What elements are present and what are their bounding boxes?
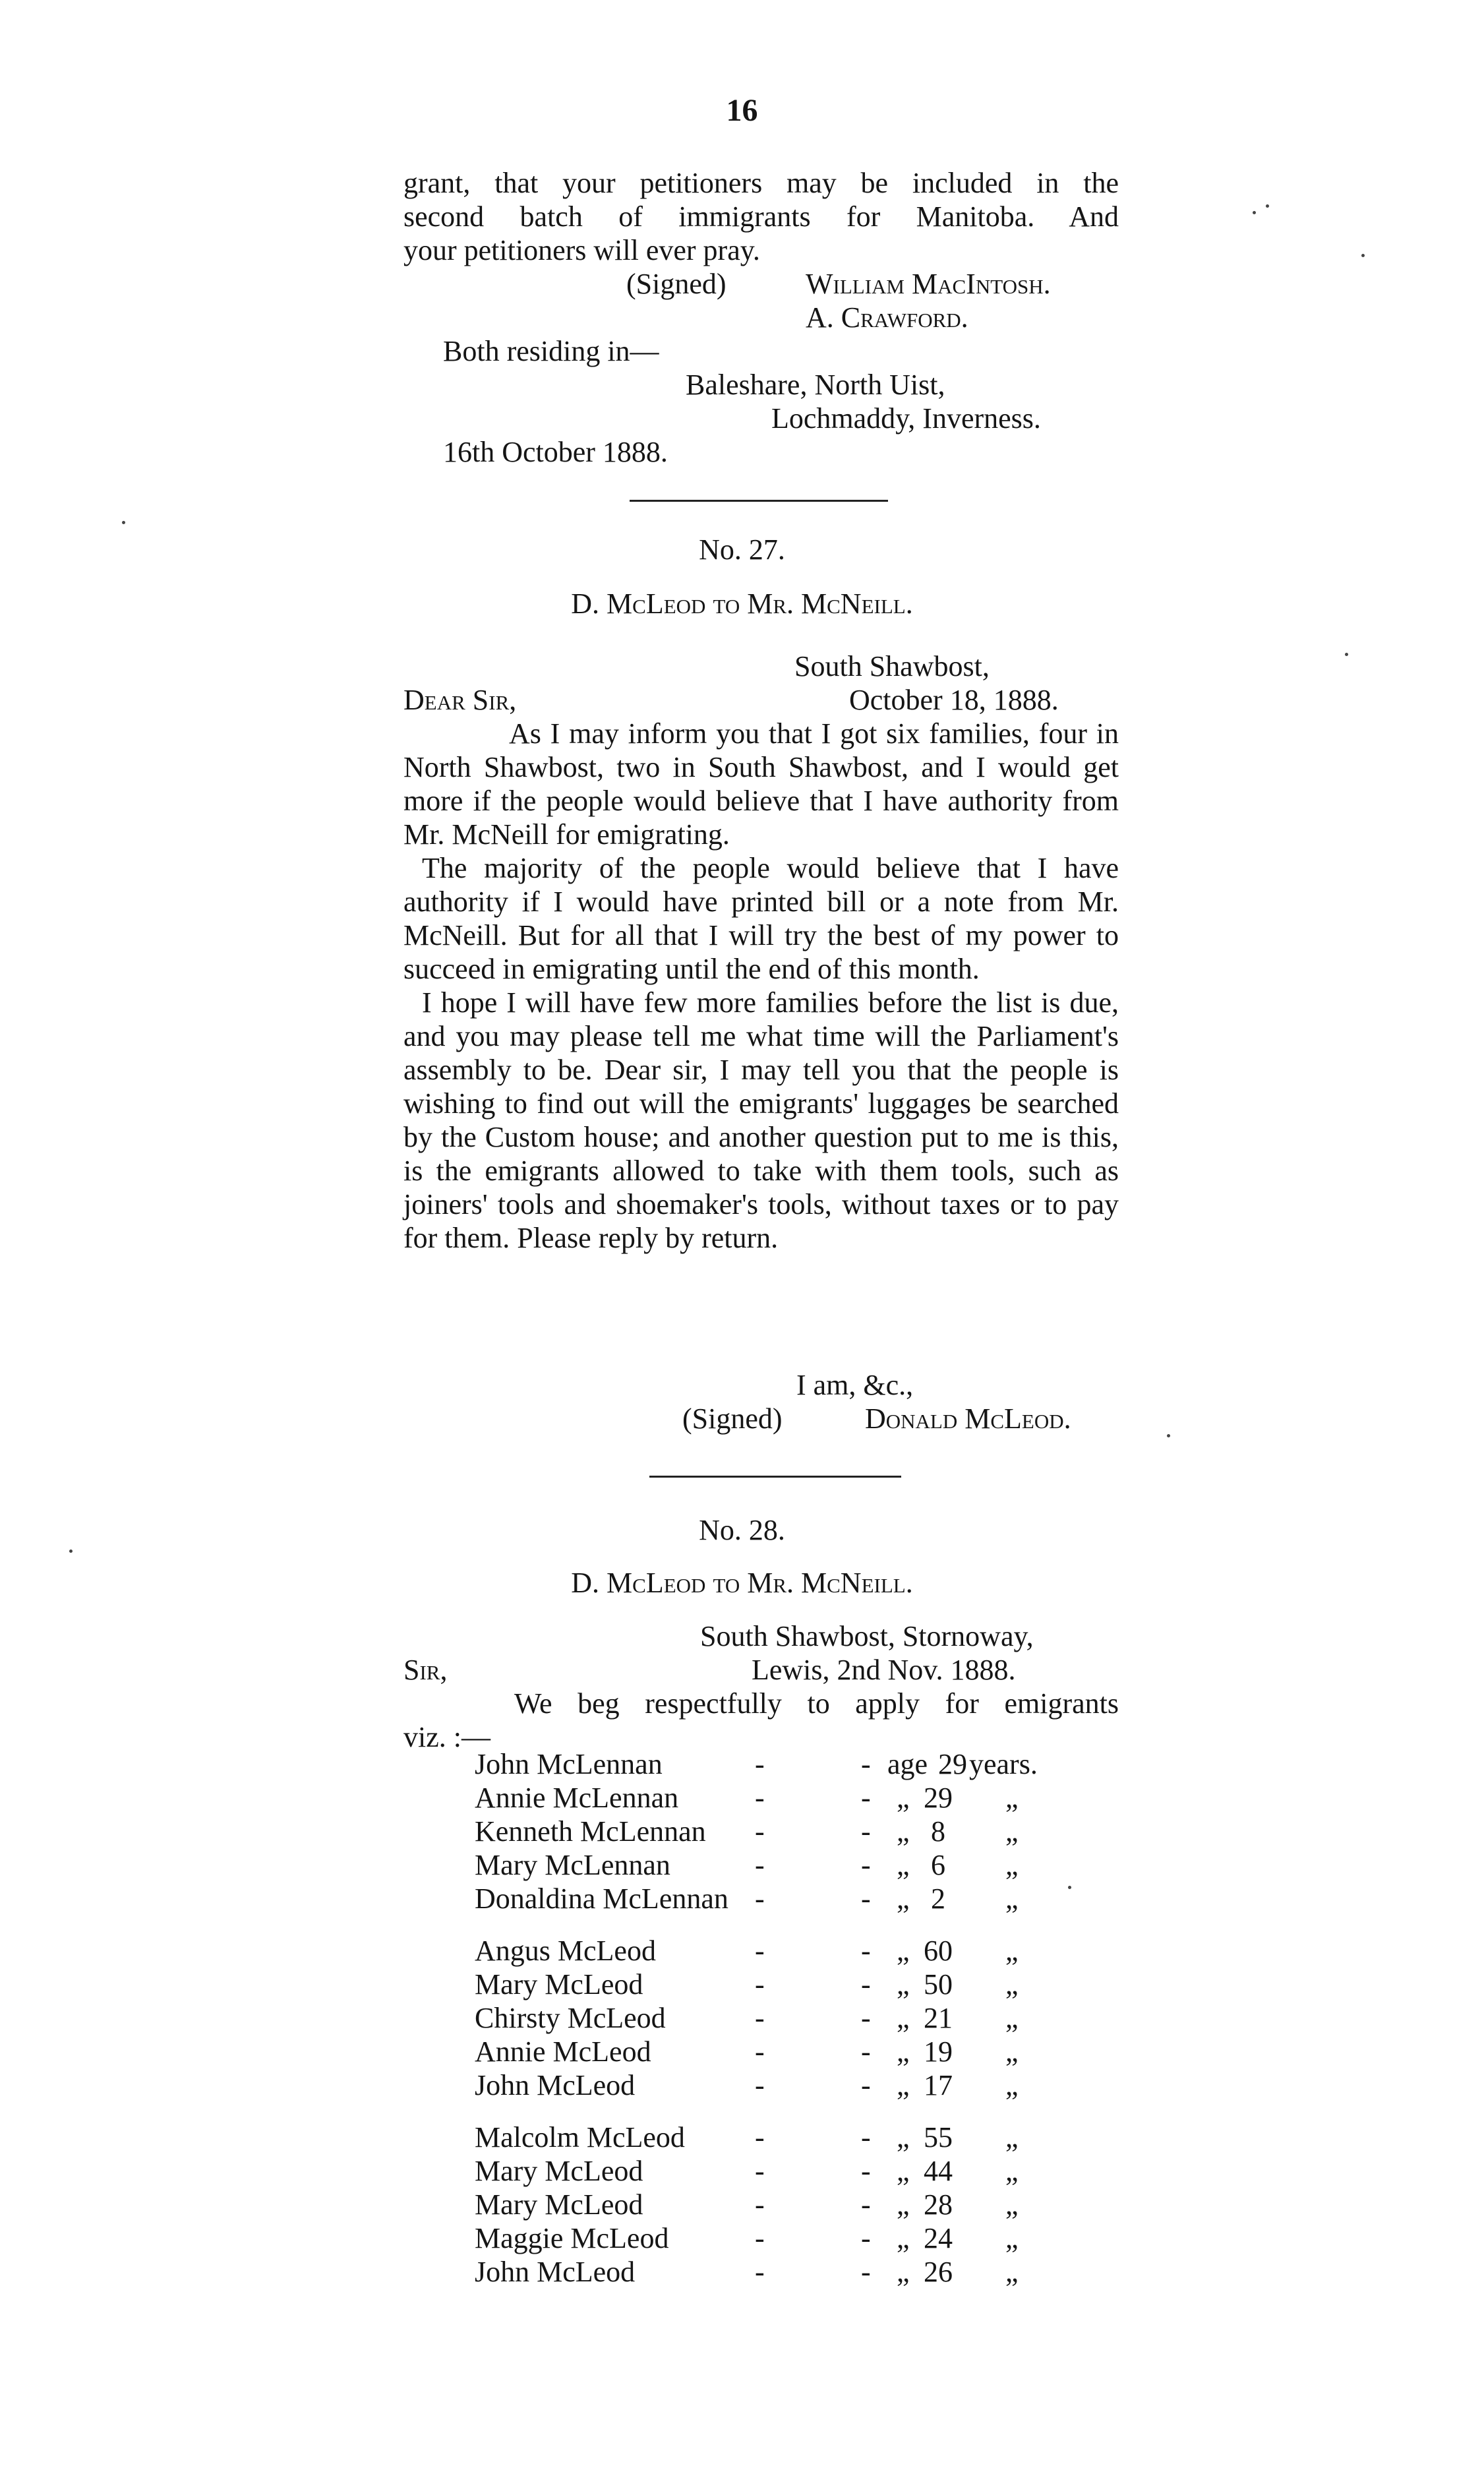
emigrant-age: 2 [931,1882,945,1915]
emigrant-name: Mary McLeod [475,1968,643,2001]
leader-dash: - [861,2121,871,2153]
leader-dash: - [861,1935,871,1967]
emigrant-name: Angus McLeod [475,1935,656,1967]
emigrant-age: 17 [924,2069,953,2101]
letter-27-number: No. 27. [699,533,785,566]
emigrant-name: John McLeod [475,2069,636,2101]
section-divider [649,1476,901,1478]
emigrant-age: 50 [924,1968,953,2001]
petition-date: 16th October 1888. [443,436,668,468]
age-prefix: „ [897,2002,910,2034]
emigrant-name: Maggie McLeod [475,2222,669,2254]
section-divider [630,500,888,502]
emigrant-age: 44 [924,2155,953,2187]
letter-27-paragraph: The majority of the people would believe that I have authority if I would have printed bill or a note from Mr. McNeill. But for all that I will try the best of my power to succeed in emigrating until the end of this month. [403,852,1119,985]
age-prefix: „ [897,2069,910,2101]
emigrant-age: 8 [931,1815,945,1848]
leader-dash: - [861,1882,871,1915]
age-prefix: „ [897,1935,910,1967]
emigrant-name: Malcolm McLeod [475,2121,685,2153]
leader-dash: - [755,2121,765,2153]
leader-dash: - [755,1968,765,2001]
age-unit: „ [1005,2256,1019,2288]
petition-address-2: Lochmaddy, Inverness. [771,402,1041,435]
letter-27-paragraph: I hope I will have few more families before the list is due, and you may please tell me what time will the Parliament's assembly to be. Dear sir, I may tell you that the people is wishing to find out will the emigrants' luggages be searched by the Custom house; and another question put to me is this, is the emigrants allowed to take with them tools, such as joiners' tools and shoemaker's tools, without taxes or to pay for them. Please reply by return. [403,986,1119,1254]
petition-line: grant, that your petitioners may be included in the [403,167,1119,199]
age-prefix: „ [897,2121,910,2153]
leader-dash: - [755,2256,765,2288]
leader-dash: - [755,2069,765,2101]
letter-27-closing: I am, &c., [796,1369,914,1401]
emigrant-name: Annie McLeod [475,2035,651,2068]
emigrant-age: 60 [924,1935,953,1967]
age-unit: years. [969,1748,1038,1780]
letter-28-viz: viz. :— [403,1721,490,1753]
age-prefix: „ [897,2256,910,2288]
petition-text [403,166,1119,267]
leader-dash: - [861,2035,871,2068]
age-unit: „ [1005,1849,1019,1881]
leader-dash: - [755,1748,765,1780]
age-prefix: „ [897,1968,910,2001]
leader-dash: - [755,2188,765,2221]
leader-dash: - [755,1882,765,1915]
petition-line: second batch of immigrants for Manitoba. And [403,200,1119,233]
emigrant-name: John McLennan [475,1748,663,1780]
emigrant-name: Chirsty McLeod [475,2002,666,2034]
leader-dash: - [755,2035,765,2068]
age-unit: „ [1005,2035,1019,2068]
petition-residing: Both residing in— [443,335,659,367]
leader-dash: - [861,1968,871,2001]
age-prefix: „ [897,1849,910,1881]
scan-speck [1361,254,1365,257]
leader-dash: - [861,2256,871,2288]
emigrant-age: 6 [931,1849,945,1881]
letter-28-salutation: Sir, [403,1654,448,1686]
emigrant-name: Kenneth McLennan [475,1815,706,1848]
letter-28-number: No. 28. [699,1514,785,1546]
scan-speck [1167,1434,1170,1437]
letter-27-date: October 18, 1888. [849,684,1059,716]
emigrant-age: 26 [924,2256,953,2288]
scan-speck [1266,204,1269,208]
leader-dash: - [861,2155,871,2187]
emigrant-age: 24 [924,2222,953,2254]
petition-signatory-1: William MacIntosh. [806,268,1051,300]
age-unit: „ [1005,2155,1019,2187]
age-prefix: „ [897,1815,910,1848]
petition-line: your petitioners will ever pray. [403,234,760,266]
petition-signed-label: (Signed) [626,268,727,300]
petition-signatory-2: A. Crawford. [806,301,968,334]
emigrant-name: Mary McLennan [475,1849,670,1881]
age-prefix: „ [897,1882,910,1915]
emigrant-name: Annie McLennan [475,1782,679,1814]
scan-speck [1345,653,1348,656]
letter-27-body [403,717,1119,1255]
leader-dash: - [861,2002,871,2034]
leader-dash: - [755,1935,765,1967]
page-number: 16 [726,93,758,128]
leader-dash: - [755,2155,765,2187]
letter-27-paragraph: As I may inform you that I got six families, four in North Shawbost, two in South Shawbost, and I would get more if the people would believe that I have authority from Mr. McNeill for emigrating. [403,717,1119,851]
letter-27-salutation: Dear Sir, [403,684,517,716]
leader-dash: - [755,1815,765,1848]
emigrant-name: John McLeod [475,2256,636,2288]
leader-dash: - [755,2222,765,2254]
age-unit: „ [1005,2121,1019,2153]
age-prefix: „ [897,2222,910,2254]
scan-speck [69,1550,73,1553]
emigrant-age: 21 [924,2002,953,2034]
scan-speck [1068,1886,1071,1889]
age-unit: „ [1005,1882,1019,1915]
emigrant-name: Donaldina McLennan [475,1882,728,1915]
leader-dash: - [861,2069,871,2101]
leader-dash: - [861,1748,871,1780]
age-unit: „ [1005,1968,1019,2001]
age-prefix: „ [897,2035,910,2068]
emigrant-age: 29 [924,1782,953,1814]
age-unit: „ [1005,2069,1019,2101]
petition-address-1: Baleshare, North Uist, [686,369,945,401]
age-unit: „ [1005,2002,1019,2034]
letter-28-intro: We beg respectfully to apply for emigrants [514,1687,1119,1720]
leader-dash: - [755,2002,765,2034]
letter-28-place-2: Lewis, 2nd Nov. 1888. [752,1654,1016,1686]
age-unit: „ [1005,1935,1019,1967]
letter-27-signed-label: (Signed) [682,1402,783,1435]
emigrant-age: 29 [938,1748,967,1780]
emigrant-name: Mary McLeod [475,2155,643,2187]
scan-speck [122,521,125,524]
age-prefix: „ [897,1782,910,1814]
emigrant-name: Mary McLeod [475,2188,643,2221]
letter-28-place-1: South Shawbost, Stornoway, [700,1620,1034,1652]
scan-speck [1253,211,1256,214]
leader-dash: - [861,2222,871,2254]
age-unit: „ [1005,1815,1019,1848]
leader-dash: - [861,1849,871,1881]
age-prefix: „ [897,2155,910,2187]
letter-27-heading: D. McLeod to Mr. McNeill. [571,587,913,620]
age-unit: „ [1005,2222,1019,2254]
leader-dash: - [861,1782,871,1814]
age-unit: „ [1005,2188,1019,2221]
age-prefix: age [887,1748,928,1780]
letter-27-signatory: Donald McLeod. [865,1402,1071,1435]
age-unit: „ [1005,1782,1019,1814]
emigrant-age: 55 [924,2121,953,2153]
leader-dash: - [861,2188,871,2221]
emigrant-age: 28 [924,2188,953,2221]
leader-dash: - [755,1782,765,1814]
letter-27-place: South Shawbost, [794,650,990,682]
emigrant-age: 19 [924,2035,953,2068]
letter-28-heading: D. McLeod to Mr. McNeill. [571,1567,913,1599]
leader-dash: - [755,1849,765,1881]
leader-dash: - [861,1815,871,1848]
age-prefix: „ [897,2188,910,2221]
